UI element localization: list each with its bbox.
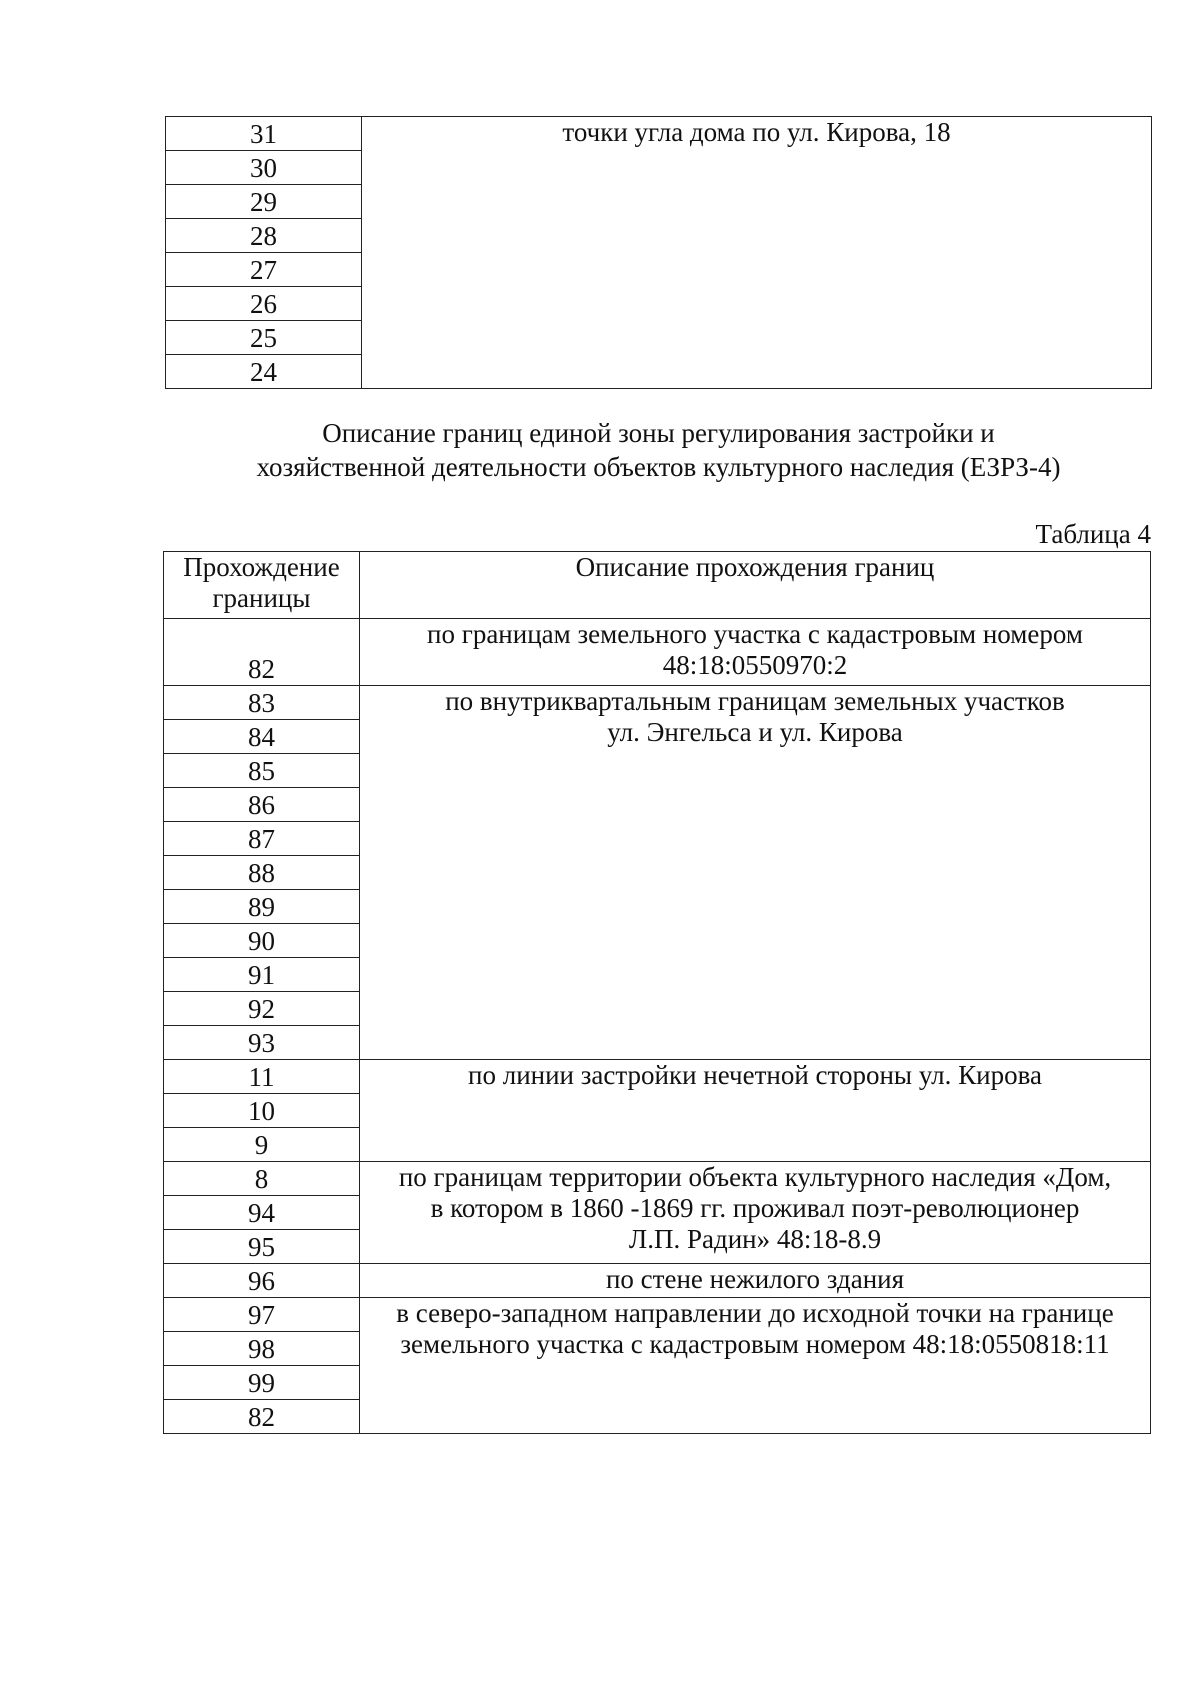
table-caption: Таблица 4 [1035,519,1151,549]
boundary-description: точки угла дома по ул. Кирова, 18 [362,117,1152,389]
description-line: ул. Энгельса и ул. Кирова [607,717,903,747]
description-line: по линии застройки нечетной стороны ул. Кирова [468,1060,1042,1090]
table-header-row [164,552,1151,619]
table-row [164,686,1151,720]
table-row [164,619,1151,686]
description-line: в котором в 1860 -1869 гг. проживал поэт-революционер [430,1193,1080,1223]
point-number: 11 [164,1060,360,1094]
boundary-description [360,1162,1151,1264]
header-boundary-line-2: границы [212,583,311,613]
description-line: земельного участка с кадастровым номером 48:18:0550818:11 [400,1329,1110,1359]
point-number: 30 [166,151,362,185]
description-line: в северо-западном направлении до исходной точки на границе [396,1298,1114,1328]
top-boundary-table [165,116,1152,389]
point-number: 24 [166,355,362,389]
point-number: 86 [164,788,360,822]
point-number: 31 [166,117,362,151]
point-number: 97 [164,1298,360,1332]
section-title-line-1: Описание границ единой зоны регулирования застройки и [322,418,995,448]
boundary-description [360,686,1151,1060]
description-line: по границам земельного участка с кадастровым номером [427,619,1083,649]
table-row [164,1298,1151,1332]
description-line: по внутриквартальным границам земельных участков [445,686,1065,716]
point-number: 95 [164,1230,360,1264]
point-number: 98 [164,1332,360,1366]
header-description: Описание прохождения границ [360,552,1151,619]
description-line: Л.П. Радин» 48:18-8.9 [628,1224,882,1254]
point-number: 25 [166,321,362,355]
section-title [165,416,1152,484]
point-number: 93 [164,1026,360,1060]
point-number: 8 [164,1162,360,1196]
point-number: 88 [164,856,360,890]
top-table-body [166,117,1152,389]
point-number: 87 [164,822,360,856]
point-number: 99 [164,1366,360,1400]
boundary-description [360,1060,1151,1162]
point-number: 96 [164,1264,360,1298]
description-line: по границам территории объекта культурного наследия «Дом, [398,1162,1112,1192]
point-number: 10 [164,1094,360,1128]
table-4-body [164,619,1151,1434]
header-boundary-passage [164,552,360,619]
point-number: 89 [164,890,360,924]
point-number: 91 [164,958,360,992]
description-line: по стене нежилого здания [605,1264,905,1294]
table-row [164,1162,1151,1196]
point-number: 90 [164,924,360,958]
point-number: 92 [164,992,360,1026]
point-number: 85 [164,754,360,788]
point-number: 94 [164,1196,360,1230]
boundary-description [360,1264,1151,1298]
point-number: 82 [164,1400,360,1434]
point-number: 84 [164,720,360,754]
table-row [164,1264,1151,1298]
point-number: 9 [164,1128,360,1162]
boundary-description [360,619,1151,686]
header-boundary-line-1: Прохождение [183,552,340,582]
section-title-line-2: хозяйственной деятельности объектов культурного наследия (ЕЗРЗ-4) [256,452,1061,482]
point-number: 27 [166,253,362,287]
point-number: 29 [166,185,362,219]
table-row [166,117,1152,151]
table-4 [163,551,1151,1434]
table-4-header [164,552,1151,619]
table-row [164,1060,1151,1094]
point-number: 82 [164,619,360,686]
point-number: 28 [166,219,362,253]
description-line: 48:18:0550970:2 [662,650,848,680]
point-number: 26 [166,287,362,321]
boundary-description [360,1298,1151,1434]
point-number: 83 [164,686,360,720]
